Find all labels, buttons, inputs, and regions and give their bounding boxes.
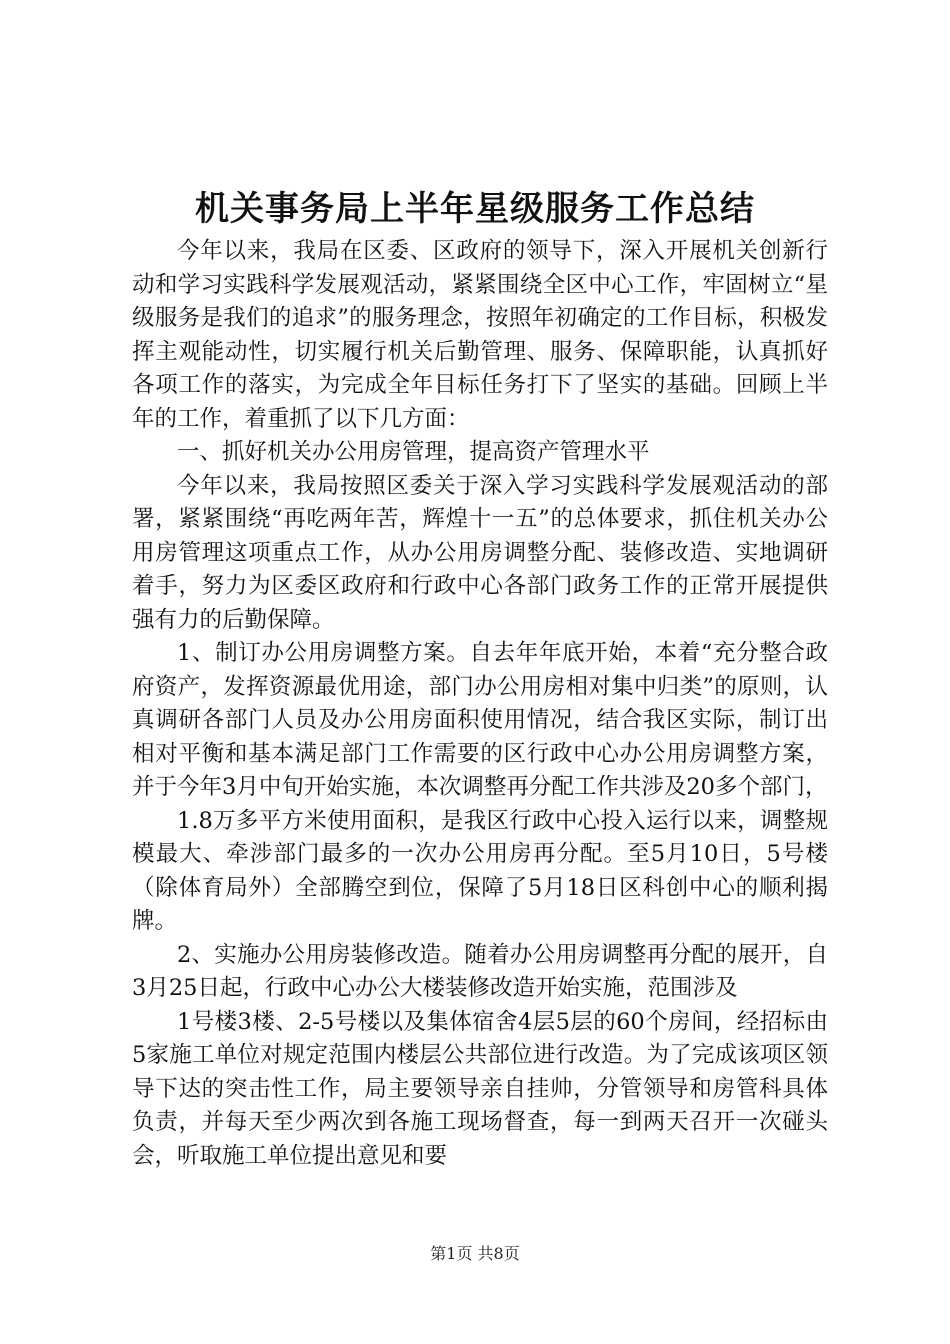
paragraph-section-1-intro: 今年以来，我局按照区委关于深入学习实践科学发展观活动的部署，紧紧围绕“再吃两年苦，辉煌十一五”的总体要求，抓住机关办公用房管理这项重点工作，从办公用房调整分配、装修改造、实地调研着手，努力为区委区政府和行政中心各部门政务工作的正常开展提供强有力的后勤保障。	[132, 472, 828, 633]
paragraph-item-2: 2、实施办公用房装修改造。随着办公用房调整再分配的展开，自3月25日起，行政中心办公大楼装修改造开始实施，范围涉及	[132, 941, 828, 1001]
document-body	[132, 235, 828, 1173]
paragraph-item-1: 1、制订办公用房调整方案。自去年年底开始，本着“充分整合政府资产，发挥资源最优用途，部门办公用房相对集中归类”的原则，认真调研各部门人员及办公用房面积使用情况，结合我区实际，制订出相对平衡和基本满足部门工作需要的区行政中心办公用房调整方案，并于今年3月中旬开始实施，本次调整再分配工作共涉及20多个部门，	[132, 640, 828, 800]
paragraph-item-2-continued: 1号楼3楼、2-5号楼以及集体宿舍4层5层的60个房间，经招标由5家施工单位对规定范围内楼层公共部位进行改造。为了完成该项区领导下达的突击性工作，局主要领导亲自挂帅，分管领导和房管科具体负责，并每天至少两次到各施工现场督查，每一到两天召开一次碰头会，听取施工单位提出意见和要	[132, 1008, 828, 1169]
section-heading-1: 一、抓好机关办公用房管理，提高资产管理水平	[177, 439, 650, 465]
document-title: 机关事务局上半年星级服务工作总结	[195, 189, 755, 229]
page-number-footer: 第1页 共8页	[430, 1244, 520, 1263]
paragraph-intro: 今年以来，我局在区委、区政府的领导下，深入开展机关创新行动和学习实践科学发展观活动，紧紧围绕全区中心工作，牢固树立“星级服务是我们的追求”的服务理念，按照年初确定的工作目标，积极发挥主观能动性，切实履行机关后勤管理、服务、保障职能，认真抓好各项工作的落实，为完成全年目标任务打下了坚实的基础。回顾上半年的工作，着重抓了以下几方面：	[132, 238, 828, 432]
paragraph-item-1-continued: 1.8万多平方米使用面积，是我区行政中心投入运行以来，调整规模最大、牵涉部门最多的一次办公用房再分配。至5月10日，5号楼（除体育局外）全部腾空到位，保障了5月18日区科创中心的顺利揭牌。	[132, 807, 828, 934]
